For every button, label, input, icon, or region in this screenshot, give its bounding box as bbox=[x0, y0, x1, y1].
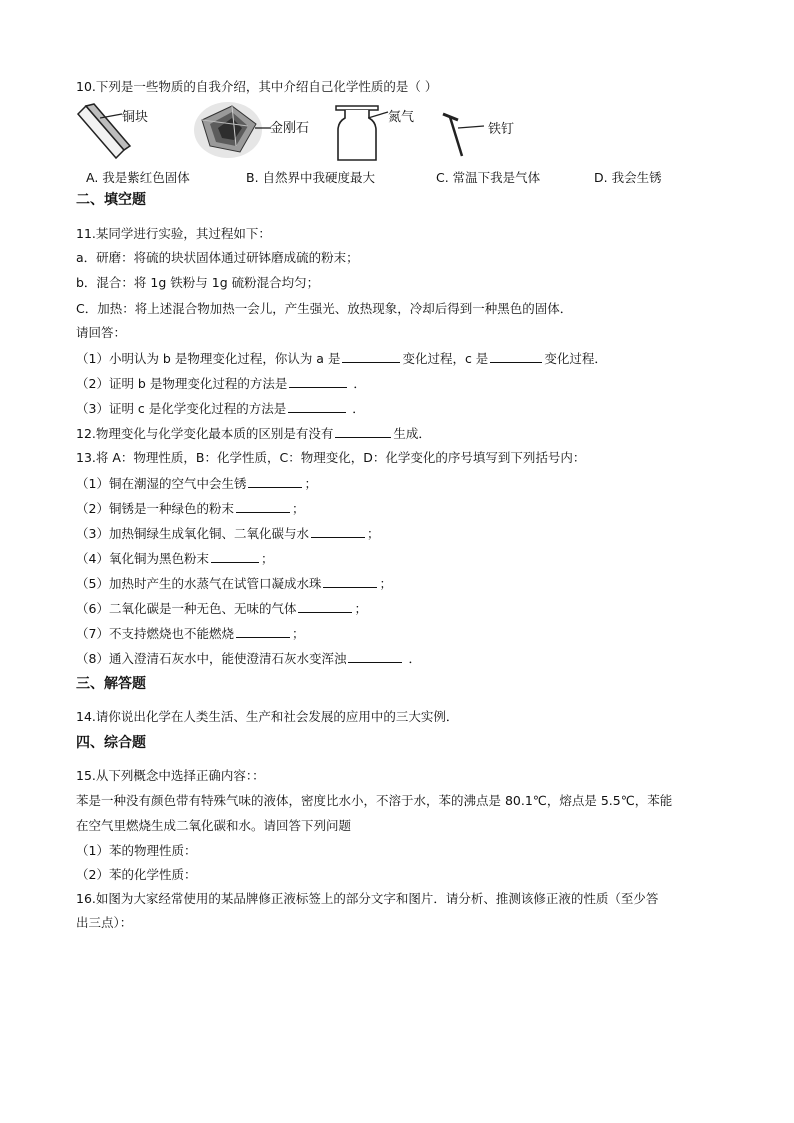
answer-blank[interactable] bbox=[323, 574, 377, 588]
q13-item bbox=[76, 599, 367, 618]
q11-sub3-text: （3）证明 c 是化学变化过程的方法是 bbox=[76, 401, 287, 416]
gas-label-pointer bbox=[368, 108, 390, 120]
q13-item-text: （7）不支持燃烧也不能燃烧 bbox=[76, 626, 234, 641]
q13-item-end: ； bbox=[366, 526, 380, 541]
q12 bbox=[76, 424, 431, 443]
q13-item bbox=[76, 649, 421, 668]
q13-item-text: （5）加热时产生的水蒸气在试管口凝成水珠 bbox=[76, 576, 322, 591]
q13-item-end: ； bbox=[260, 551, 274, 566]
diamond-label: 金刚石 bbox=[270, 121, 310, 136]
q15-sub2: （2）苯的化学性质： bbox=[76, 867, 197, 882]
q13-item-end: ； bbox=[291, 626, 305, 641]
q12-text-b: 生成． bbox=[393, 426, 431, 441]
answer-blank[interactable] bbox=[490, 349, 542, 363]
answer-blank[interactable] bbox=[211, 549, 259, 563]
q16-line-1: 16.如图为大家经常使用的某品牌修正液标签上的部分文字和图片．请分析、推测该修正液的性质（至少答 bbox=[76, 891, 659, 906]
iron-nail-icon bbox=[440, 110, 480, 160]
q10-option-c[interactable]: C. 常温下我是气体 bbox=[436, 170, 541, 185]
copper-label: 铜块 bbox=[122, 110, 149, 125]
q13-item-text: （6）二氧化碳是一种无色、无味的气体 bbox=[76, 601, 297, 616]
q13-item-end: ； bbox=[304, 476, 317, 491]
q13-item-text: （2）铜锈是一种绿色的粉末 bbox=[76, 501, 234, 516]
answer-blank[interactable] bbox=[311, 524, 365, 538]
q12-text-a: 12.物理变化与化学变化最本质的区别是有没有 bbox=[76, 426, 334, 441]
q13-item bbox=[76, 574, 392, 593]
q11-prompt: 请回答： bbox=[76, 325, 127, 340]
diamond-label-pointer bbox=[255, 124, 271, 132]
q13-item-end: ； bbox=[354, 601, 367, 616]
answer-blank[interactable] bbox=[236, 499, 290, 513]
q13-item-end: ； bbox=[291, 501, 305, 516]
q11-sub1-text-a: （1）小明认为 b 是物理变化过程，你认为 a 是 bbox=[76, 351, 341, 366]
q13-item bbox=[76, 624, 304, 643]
q15-passage-line-2: 在空气里燃烧生成二氧化碳和水。请回答下列问题 bbox=[76, 818, 352, 833]
section-heading-fill-blank: 二、填空题 bbox=[76, 192, 146, 208]
answer-blank[interactable] bbox=[335, 424, 391, 438]
nail-label: 铁钉 bbox=[488, 122, 515, 137]
q13-item-text: （8）通入澄清石灰水中，能使澄清石灰水变浑浊 bbox=[76, 651, 347, 666]
q11-step-a: a．研磨：将硫的块状固体通过研钵磨成硫的粉末； bbox=[76, 250, 359, 265]
q13-item bbox=[76, 549, 273, 568]
q11-sub3-end: ． bbox=[352, 401, 365, 416]
q11-sub1 bbox=[76, 349, 607, 368]
q11-sub3 bbox=[76, 399, 365, 418]
q13-item-text: （4）氧化铜为黑色粉末 bbox=[76, 551, 209, 566]
q14: 14.请你说出化学在人类生活、生产和社会发展的应用中的三大实例． bbox=[76, 709, 459, 724]
q13-item-text: （1）铜在潮湿的空气中会生锈 bbox=[76, 476, 247, 491]
answer-blank[interactable] bbox=[248, 474, 302, 488]
q11-sub2 bbox=[76, 374, 366, 393]
q11-stem: 11.某同学进行实验，其过程如下： bbox=[76, 226, 271, 241]
diamond-icon bbox=[192, 100, 264, 160]
section-heading-answer: 三、解答题 bbox=[76, 676, 146, 692]
answer-blank[interactable] bbox=[289, 374, 347, 388]
answer-blank[interactable] bbox=[348, 649, 402, 663]
q13-stem: 13.将 A：物理性质，B：化学性质，C：物理变化，D：化学变化的序号填写到下列括号内： bbox=[76, 450, 586, 465]
q13-item bbox=[76, 474, 317, 493]
q11-sub1-text-c: 变化过程． bbox=[544, 351, 607, 366]
nail-label-pointer bbox=[458, 122, 486, 132]
q10-option-a[interactable]: A. 我是紫红色固体 bbox=[86, 170, 190, 185]
answer-blank[interactable] bbox=[342, 349, 400, 363]
gas-label: 氮气 bbox=[388, 110, 415, 125]
q10-option-b[interactable]: B. 自然界中我硬度最大 bbox=[246, 170, 376, 185]
answer-blank[interactable] bbox=[288, 399, 346, 413]
q13-item bbox=[76, 524, 379, 543]
q13-item-end: ． bbox=[408, 651, 421, 666]
q15-stem: 15.从下列概念中选择正确内容：： bbox=[76, 768, 265, 783]
section-heading-comprehensive: 四、综合题 bbox=[76, 735, 146, 751]
q11-sub1-text-b: 变化过程，c 是 bbox=[402, 351, 489, 366]
q11-step-c: C．加热：将上述混合物加热一会儿，产生强光、放热现象，冷却后得到一种黑色的固体． bbox=[76, 301, 573, 316]
q10-option-d[interactable]: D. 我会生锈 bbox=[594, 170, 662, 185]
answer-blank[interactable] bbox=[298, 599, 352, 613]
q11-step-b: b．混合：将 1g 铁粉与 1g 硫粉混合均匀； bbox=[76, 275, 320, 290]
q11-sub2-text: （2）证明 b 是物理变化过程的方法是 bbox=[76, 376, 288, 391]
q11-sub2-end: ． bbox=[353, 376, 366, 391]
q10-stem: 10.下列是一些物质的自我介绍，其中介绍自己化学性质的是（ ） bbox=[76, 79, 438, 94]
q15-passage-line-1: 苯是一种没有颜色带有特殊气味的液体，密度比水小，不溶于水，苯的沸点是 80.1℃，熔点是 5.5℃，苯能 bbox=[76, 793, 673, 808]
q13-item-text: （3）加热铜绿生成氧化铜、二氧化碳与水 bbox=[76, 526, 309, 541]
q13-item-end: ； bbox=[379, 576, 392, 591]
answer-blank[interactable] bbox=[236, 624, 290, 638]
q16-line-2: 出三点）： bbox=[76, 915, 133, 930]
q13-item bbox=[76, 499, 304, 518]
q15-sub1: （1）苯的物理性质： bbox=[76, 843, 197, 858]
copper-label-pointer bbox=[100, 110, 124, 122]
